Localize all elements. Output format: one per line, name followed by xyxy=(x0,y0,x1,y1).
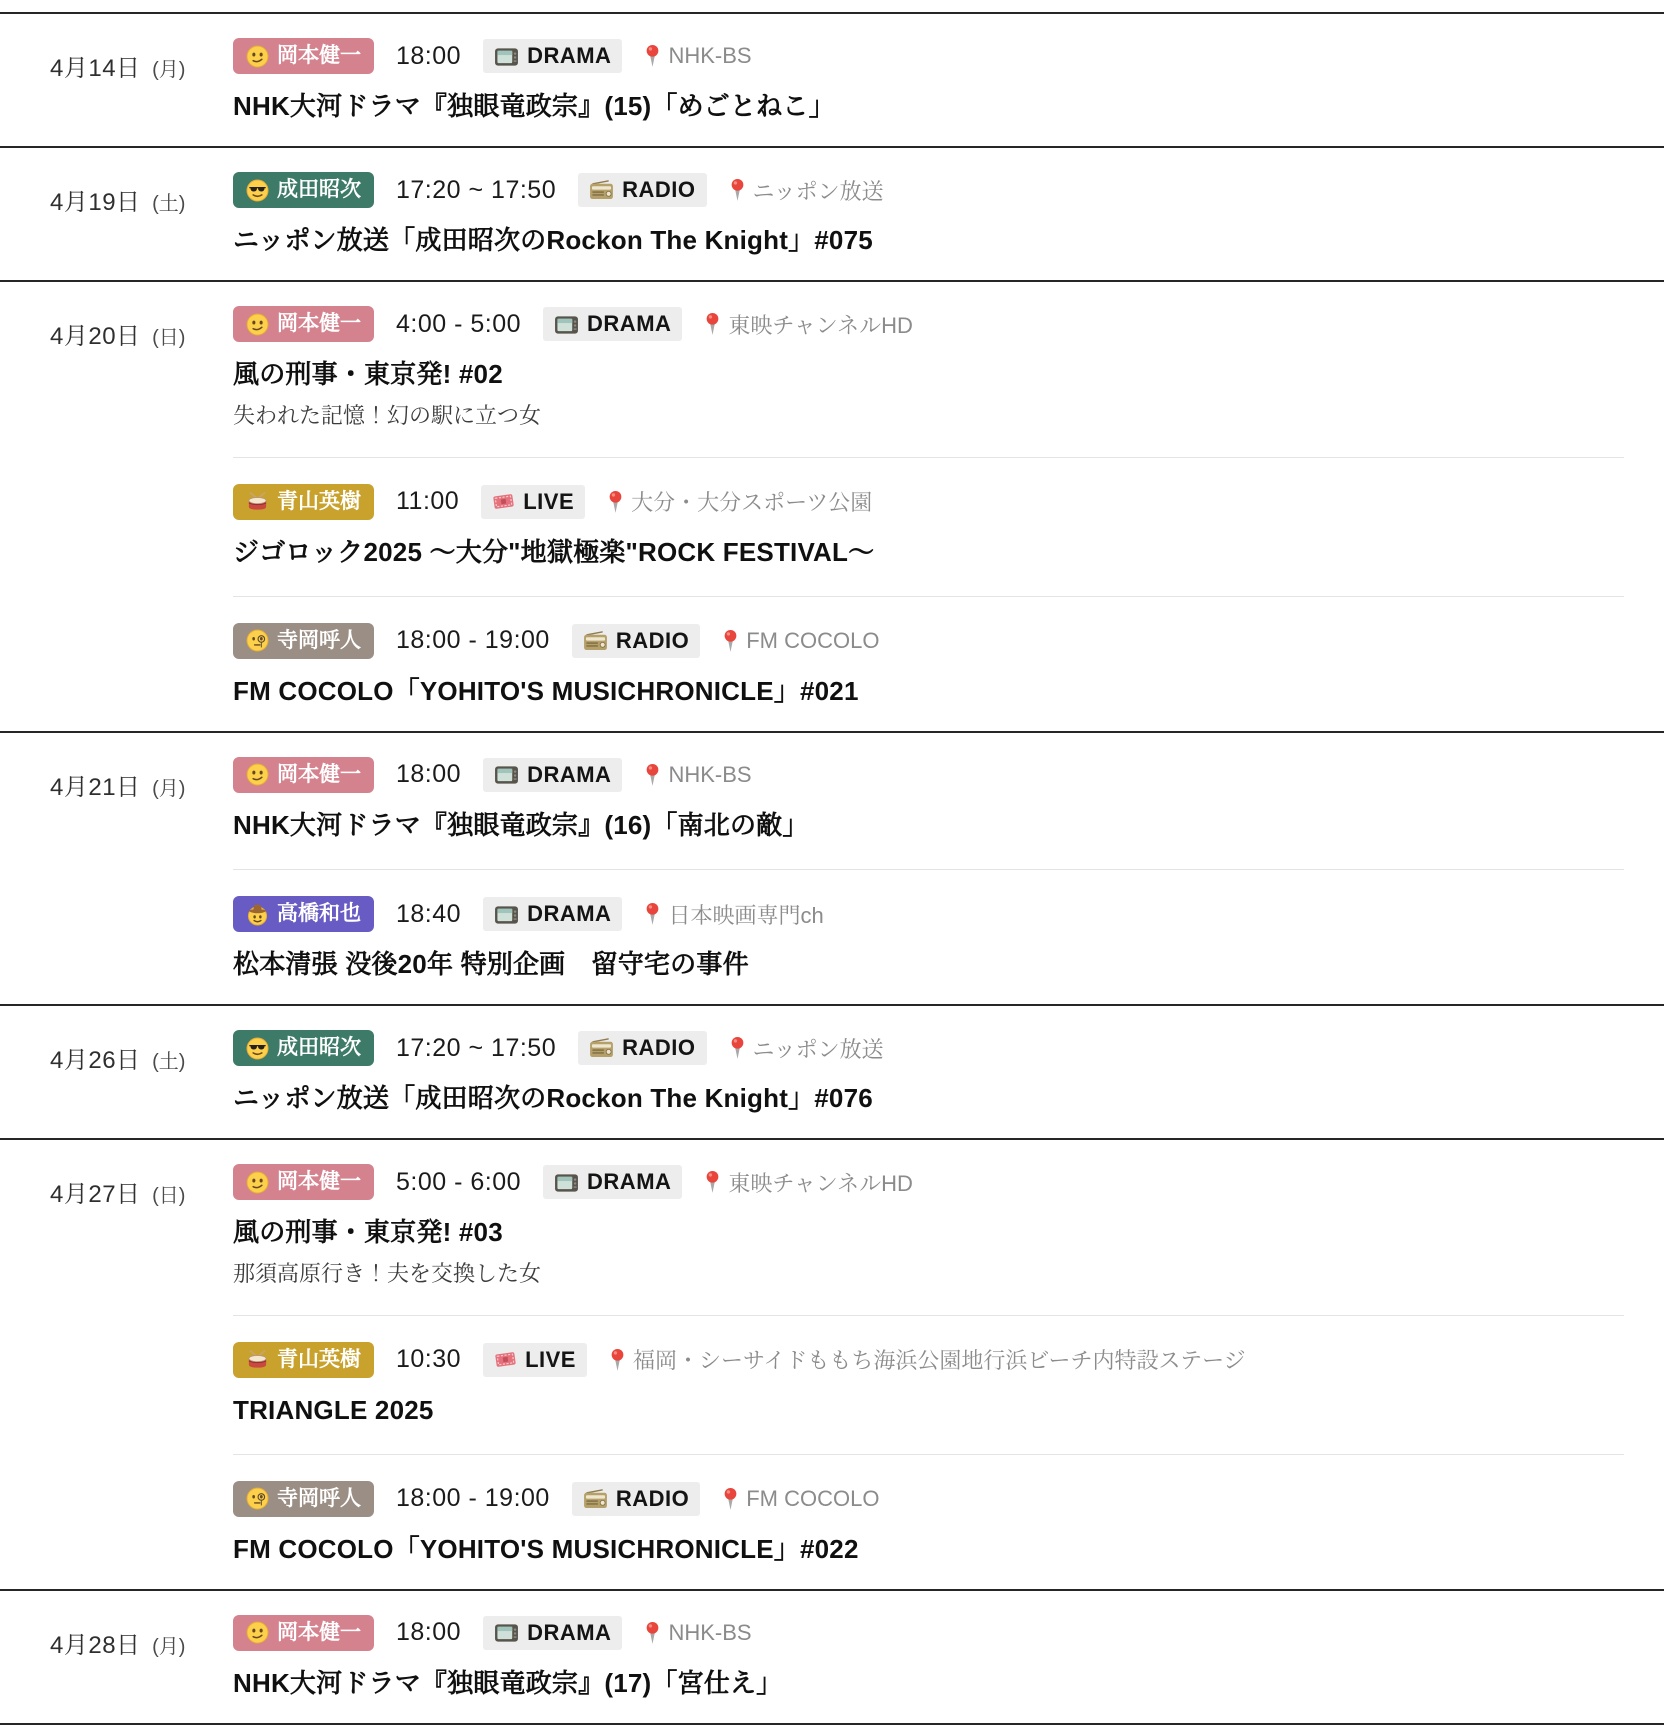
entry-subtitle: 那須高原行き！夫を交換した女 xyxy=(233,1261,542,1287)
entries-column xyxy=(233,1164,1664,1567)
category-badge xyxy=(578,1031,706,1065)
time-label: 18:40 xyxy=(396,899,462,928)
category-badge xyxy=(483,1343,587,1377)
weekday-label: (日) xyxy=(146,1184,186,1207)
location xyxy=(729,175,884,206)
pushpin-icon xyxy=(607,490,624,514)
location-label: 福岡・シーサイドももち海浜公園地行浜ビーチ内特設ステージ xyxy=(632,1348,1246,1374)
radio-icon xyxy=(589,180,614,200)
person-badge xyxy=(233,757,374,793)
category-label: DRAMA xyxy=(527,1619,612,1645)
category-badge xyxy=(543,307,682,341)
category-label: DRAMA xyxy=(587,311,672,337)
person-badge xyxy=(233,623,374,659)
category-label: RADIO xyxy=(622,1035,696,1061)
entry-meta-row xyxy=(233,1481,1624,1517)
monocle-face-icon xyxy=(246,1487,269,1510)
smirk-face-icon xyxy=(246,763,269,786)
entry-meta-row xyxy=(233,306,1624,342)
person-badge xyxy=(233,306,374,342)
pushpin-icon xyxy=(644,44,661,68)
date-label: 4月26日 xyxy=(50,1046,141,1074)
category-badge xyxy=(578,173,706,207)
person-name: 高橋和也 xyxy=(277,901,361,925)
time-label: 18:00 xyxy=(396,760,462,789)
pushpin-icon xyxy=(609,1348,626,1372)
sunglasses-face-icon xyxy=(246,179,269,202)
entries-column xyxy=(233,1615,1664,1701)
schedule-entry xyxy=(233,1030,1624,1116)
person-badge xyxy=(233,172,374,208)
person-name: 寺岡呼人 xyxy=(277,628,361,652)
location xyxy=(722,1486,879,1512)
person-name: 岡本健一 xyxy=(277,1620,361,1644)
cowboy-face-icon xyxy=(246,903,269,926)
sunglasses-face-icon xyxy=(246,1037,269,1060)
entry-title: FM COCOLO「YOHITO'S MUSICHRONICLE」#021 xyxy=(233,676,859,707)
time-label: 18:00 xyxy=(396,41,462,70)
location xyxy=(722,628,879,654)
radio-icon xyxy=(583,1489,608,1509)
pushpin-icon xyxy=(722,1487,739,1511)
location-label: 東映チャンネルHD xyxy=(728,312,913,338)
pushpin-icon xyxy=(644,902,661,926)
schedule-entry xyxy=(233,757,1624,843)
person-name: 寺岡呼人 xyxy=(277,1486,361,1510)
pushpin-icon xyxy=(729,178,746,202)
schedule-list xyxy=(0,12,1664,1725)
tv-icon xyxy=(494,46,519,67)
category-label: LIVE xyxy=(523,488,575,514)
entry-title: 風の刑事・東京発! #03 xyxy=(233,1217,503,1248)
weekday-label: (月) xyxy=(146,59,186,81)
schedule-entry xyxy=(233,306,1624,431)
schedule-entry xyxy=(233,1164,1624,1289)
schedule-entry xyxy=(233,38,1624,124)
location xyxy=(729,1033,884,1064)
entry-meta-row xyxy=(233,896,1624,932)
entry-subtitle: 失われた記憶！幻の駅に立つ女 xyxy=(233,403,542,429)
schedule-entry xyxy=(233,869,1624,982)
smirk-face-icon xyxy=(246,1621,269,1644)
location-label: ニッポン放送 xyxy=(752,1036,884,1062)
entry-title: 風の刑事・東京発! #02 xyxy=(233,359,503,390)
pushpin-icon xyxy=(722,629,739,653)
date-cell xyxy=(0,1164,233,1209)
radio-icon xyxy=(589,1038,614,1058)
entry-meta-row xyxy=(233,1164,1624,1200)
location-label: NHK-BS xyxy=(668,43,752,69)
person-badge xyxy=(233,1030,374,1066)
person-name: 成田昭次 xyxy=(277,178,361,202)
person-name: 岡本健一 xyxy=(277,312,361,336)
ticket-icon xyxy=(492,491,515,512)
date-cell xyxy=(0,1030,233,1075)
time-label: 17:20 ~ 17:50 xyxy=(396,1033,557,1062)
schedule-entry xyxy=(233,172,1624,258)
drum-icon xyxy=(246,490,269,513)
location xyxy=(644,1620,751,1646)
category-label: DRAMA xyxy=(527,43,612,69)
location xyxy=(644,899,823,930)
entries-column xyxy=(233,38,1664,124)
person-badge xyxy=(233,1615,374,1651)
category-label: DRAMA xyxy=(527,901,612,926)
time-label: 4:00 - 5:00 xyxy=(396,309,522,338)
category-label: DRAMA xyxy=(527,761,612,787)
entry-meta-row xyxy=(233,1342,1624,1378)
time-label: 18:00 - 19:00 xyxy=(396,626,550,655)
person-badge xyxy=(233,1164,374,1200)
schedule-entry xyxy=(233,1454,1624,1567)
entry-title: ジゴロック2025 ～大分"地獄極楽"ROCK FESTIVAL～ xyxy=(233,536,875,567)
date-group xyxy=(0,146,1664,280)
entry-title: ニッポン放送「成田昭次のRockon The Knight」#075 xyxy=(233,225,873,256)
person-name: 岡本健一 xyxy=(277,1169,361,1193)
entry-title: NHK大河ドラマ『独眼竜政宗』(17)「宮仕え」 xyxy=(233,1667,783,1698)
pushpin-icon xyxy=(644,1621,661,1645)
category-label: RADIO xyxy=(622,177,696,203)
time-label: 18:00 - 19:00 xyxy=(396,1484,550,1513)
date-cell xyxy=(0,1615,233,1660)
weekday-label: (月) xyxy=(146,1635,186,1658)
entry-title: NHK大河ドラマ『独眼竜政宗』(15)「めごとねこ」 xyxy=(233,91,835,122)
entry-title: FM COCOLO「YOHITO'S MUSICHRONICLE」#022 xyxy=(233,1533,859,1564)
date-group xyxy=(0,1004,1664,1138)
entry-title: NHK大河ドラマ『独眼竜政宗』(16)「南北の敵」 xyxy=(233,810,809,841)
time-label: 18:00 xyxy=(396,1618,462,1647)
smirk-face-icon xyxy=(246,45,269,68)
date-label: 4月20日 xyxy=(50,323,141,351)
schedule-entry xyxy=(233,1615,1624,1701)
time-label: 10:30 xyxy=(396,1345,462,1374)
entry-meta-row xyxy=(233,1615,1624,1651)
radio-icon xyxy=(583,631,608,651)
monocle-face-icon xyxy=(246,629,269,652)
schedule-entry xyxy=(233,457,1624,570)
date-group xyxy=(0,1589,1664,1723)
pushpin-icon xyxy=(644,763,661,787)
location xyxy=(644,762,751,788)
time-label: 5:00 - 6:00 xyxy=(396,1167,522,1196)
entries-column xyxy=(233,306,1664,709)
tv-icon xyxy=(494,904,519,925)
date-label: 4月19日 xyxy=(50,189,141,217)
category-badge xyxy=(481,485,585,519)
location-label: 大分・大分スポーツ公園 xyxy=(631,490,873,516)
person-badge xyxy=(233,1481,374,1517)
category-label: RADIO xyxy=(615,1485,690,1511)
category-label: LIVE xyxy=(525,1346,576,1372)
date-group xyxy=(0,731,1664,1004)
tv-icon xyxy=(494,1622,519,1643)
entry-meta-row xyxy=(233,172,1624,208)
entry-title: 松本清張 没後20年 特別企画 留守宅の事件 xyxy=(233,949,749,980)
person-name: 成田昭次 xyxy=(277,1035,361,1059)
entry-meta-row xyxy=(233,1030,1624,1066)
person-name: 青山英樹 xyxy=(277,489,361,513)
tv-icon xyxy=(494,764,519,785)
category-badge xyxy=(483,1616,622,1650)
date-label: 4月28日 xyxy=(50,1631,141,1659)
smirk-face-icon xyxy=(246,1171,269,1194)
location-label: FM COCOLO xyxy=(746,627,880,653)
weekday-label: (土) xyxy=(146,1050,186,1073)
person-badge xyxy=(233,484,374,520)
category-badge xyxy=(572,624,700,658)
location xyxy=(704,1167,912,1198)
location xyxy=(704,309,912,340)
entries-column xyxy=(233,1030,1664,1116)
person-badge xyxy=(233,38,374,74)
date-cell xyxy=(0,38,233,83)
location-label: 日本映画専門ch xyxy=(668,902,824,928)
date-group xyxy=(0,12,1664,146)
entry-meta-row xyxy=(233,623,1624,659)
date-label: 4月14日 xyxy=(50,55,141,82)
category-label: DRAMA xyxy=(587,1169,672,1195)
date-cell xyxy=(0,306,233,351)
pushpin-icon xyxy=(729,1036,746,1060)
person-name: 岡本健一 xyxy=(277,762,361,786)
ticket-icon xyxy=(494,1349,517,1370)
location xyxy=(644,43,751,69)
location-label: NHK-BS xyxy=(668,1619,752,1645)
time-label: 17:20 ~ 17:50 xyxy=(396,175,557,204)
person-name: 青山英樹 xyxy=(277,1347,361,1371)
weekday-label: (日) xyxy=(146,327,186,350)
date-cell xyxy=(0,757,233,802)
entry-meta-row xyxy=(233,757,1624,793)
location xyxy=(609,1344,1246,1375)
location xyxy=(607,486,872,517)
drum-icon xyxy=(246,1348,269,1371)
person-badge xyxy=(233,896,374,932)
weekday-label: (月) xyxy=(146,777,186,800)
person-badge xyxy=(233,1342,374,1378)
pushpin-icon xyxy=(704,1170,721,1194)
entries-column xyxy=(233,172,1664,258)
date-group xyxy=(0,1138,1664,1589)
entries-column xyxy=(233,757,1664,982)
entry-title: ニッポン放送「成田昭次のRockon The Knight」#076 xyxy=(233,1083,873,1114)
category-badge xyxy=(572,1482,700,1516)
date-label: 4月27日 xyxy=(50,1180,141,1208)
entry-title: TRIANGLE 2025 xyxy=(233,1394,434,1425)
location-label: NHK-BS xyxy=(668,761,752,787)
date-cell xyxy=(0,172,233,217)
location-label: ニッポン放送 xyxy=(752,178,884,204)
person-name: 岡本健一 xyxy=(277,44,361,67)
category-badge xyxy=(543,1165,682,1199)
pushpin-icon xyxy=(704,312,721,336)
date-label: 4月21日 xyxy=(50,773,141,801)
category-badge xyxy=(483,897,622,931)
smirk-face-icon xyxy=(246,313,269,336)
category-badge xyxy=(483,758,622,792)
category-badge xyxy=(483,39,622,73)
schedule-entry xyxy=(233,596,1624,709)
category-label: RADIO xyxy=(615,627,690,653)
location-label: 東映チャンネルHD xyxy=(728,1170,913,1196)
entry-meta-row xyxy=(233,484,1624,520)
tv-icon xyxy=(554,314,579,335)
schedule-entry xyxy=(233,1315,1624,1428)
date-group xyxy=(0,280,1664,731)
time-label: 11:00 xyxy=(396,487,460,516)
location-label: FM COCOLO xyxy=(746,1485,880,1511)
weekday-label: (土) xyxy=(146,193,186,216)
tv-icon xyxy=(554,1172,579,1193)
entry-meta-row xyxy=(233,38,1624,74)
